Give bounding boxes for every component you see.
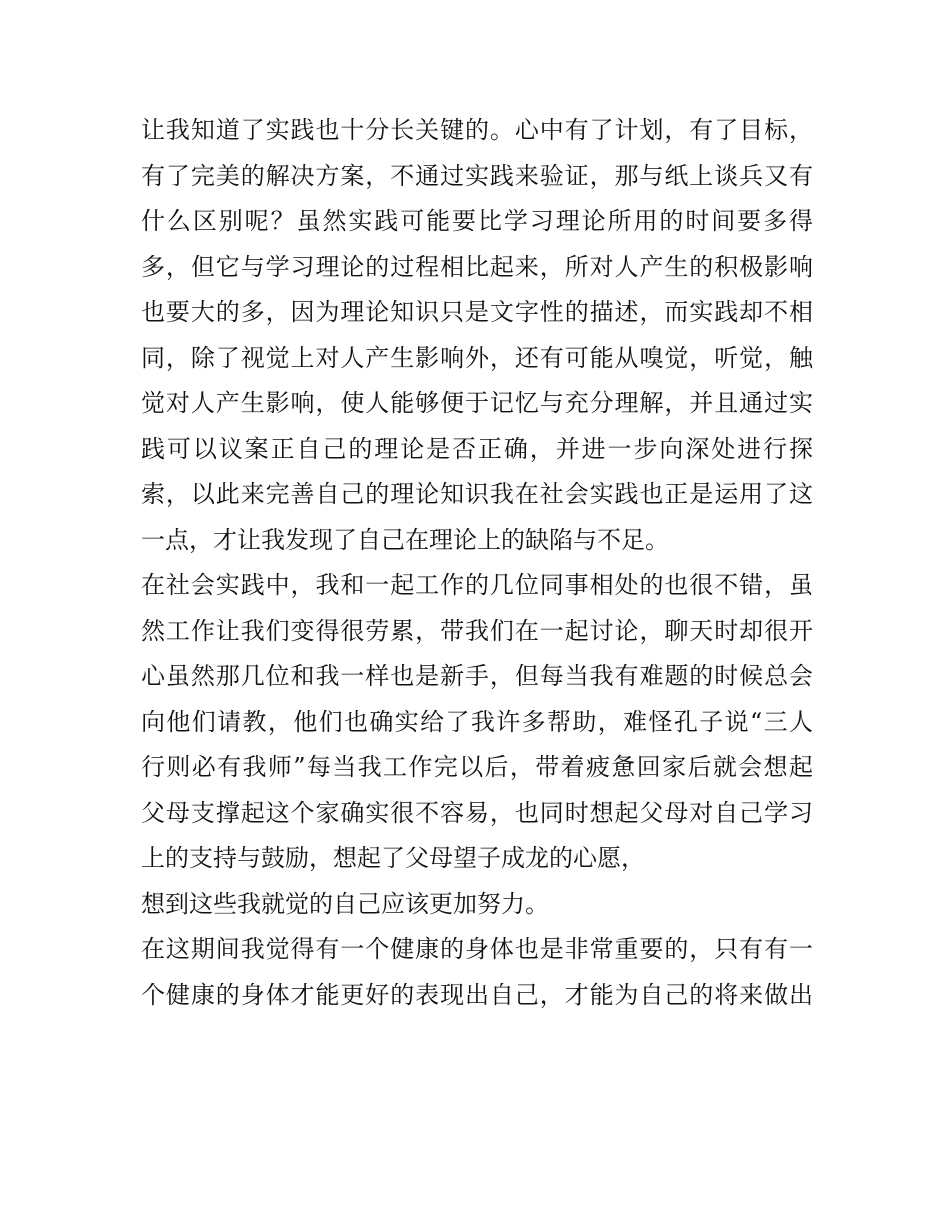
text-line: 一点，才让我发现了自己在理论上的缺陷与不足。 xyxy=(141,525,669,554)
text-line: 个健康的身体才能更好的表现出自己，才能为自己的将来做出 xyxy=(141,980,813,1009)
text-line: 也要大的多，因为理论知识只是文字性的描述，而实践却不相 xyxy=(141,298,813,326)
text-line: 想到这些我就觉的自己应该更加努力。 xyxy=(141,889,549,918)
text-line: 有了完美的解决方案，不通过实践来验证，那与纸上谈兵又有 xyxy=(141,161,813,190)
text-line: 向他们请教，他们也确实给了我许多帮助，难怪孔子说“三人 xyxy=(141,707,813,736)
text-line: 多，但它与学习理论的过程相比起来，所对人产生的积极影响 xyxy=(141,252,813,281)
text-line: 心虽然那几位和我一样也是新手，但每当我有难题的时候总会 xyxy=(141,662,813,690)
text-line: 然工作让我们变得很劳累，带我们在一起讨论，聊天时却很开 xyxy=(141,616,813,645)
text-line: 在这期间我觉得有一个健康的身体也是非常重要的，只有有一 xyxy=(141,935,813,963)
text-line: 觉对人产生影响，使人能够便于记忆与充分理解，并且通过实 xyxy=(141,389,813,417)
text-line: 行则必有我师”每当我工作完以后，带着疲惫回家后就会想起 xyxy=(141,753,813,781)
text-line: 索，以此来完善自己的理论知识我在社会实践也正是运用了这 xyxy=(141,480,813,508)
text-line: 让我知道了实践也十分长关键的。心中有了计划，有了目标， xyxy=(141,116,813,144)
text-line: 践可以议案正自己的理论是否正确，并进一步向深处进行探 xyxy=(141,434,813,463)
text-line: 什么区别呢？虽然实践可能要比学习理论所用的时间要多得 xyxy=(141,207,813,235)
body-text xyxy=(141,108,813,1018)
text-line: 在社会实践中，我和一起工作的几位同事相处的也很不错，虽 xyxy=(141,571,813,599)
text-line: 父母支撑起这个家确实很不容易，也同时想起父母对自己学习 xyxy=(141,798,813,827)
text-line: 上的支持与鼓励，想起了父母望子成龙的心愿， xyxy=(141,844,645,872)
text-line: 同，除了视觉上对人产生影响外，还有可能从嗅觉，听觉，触 xyxy=(141,343,813,372)
